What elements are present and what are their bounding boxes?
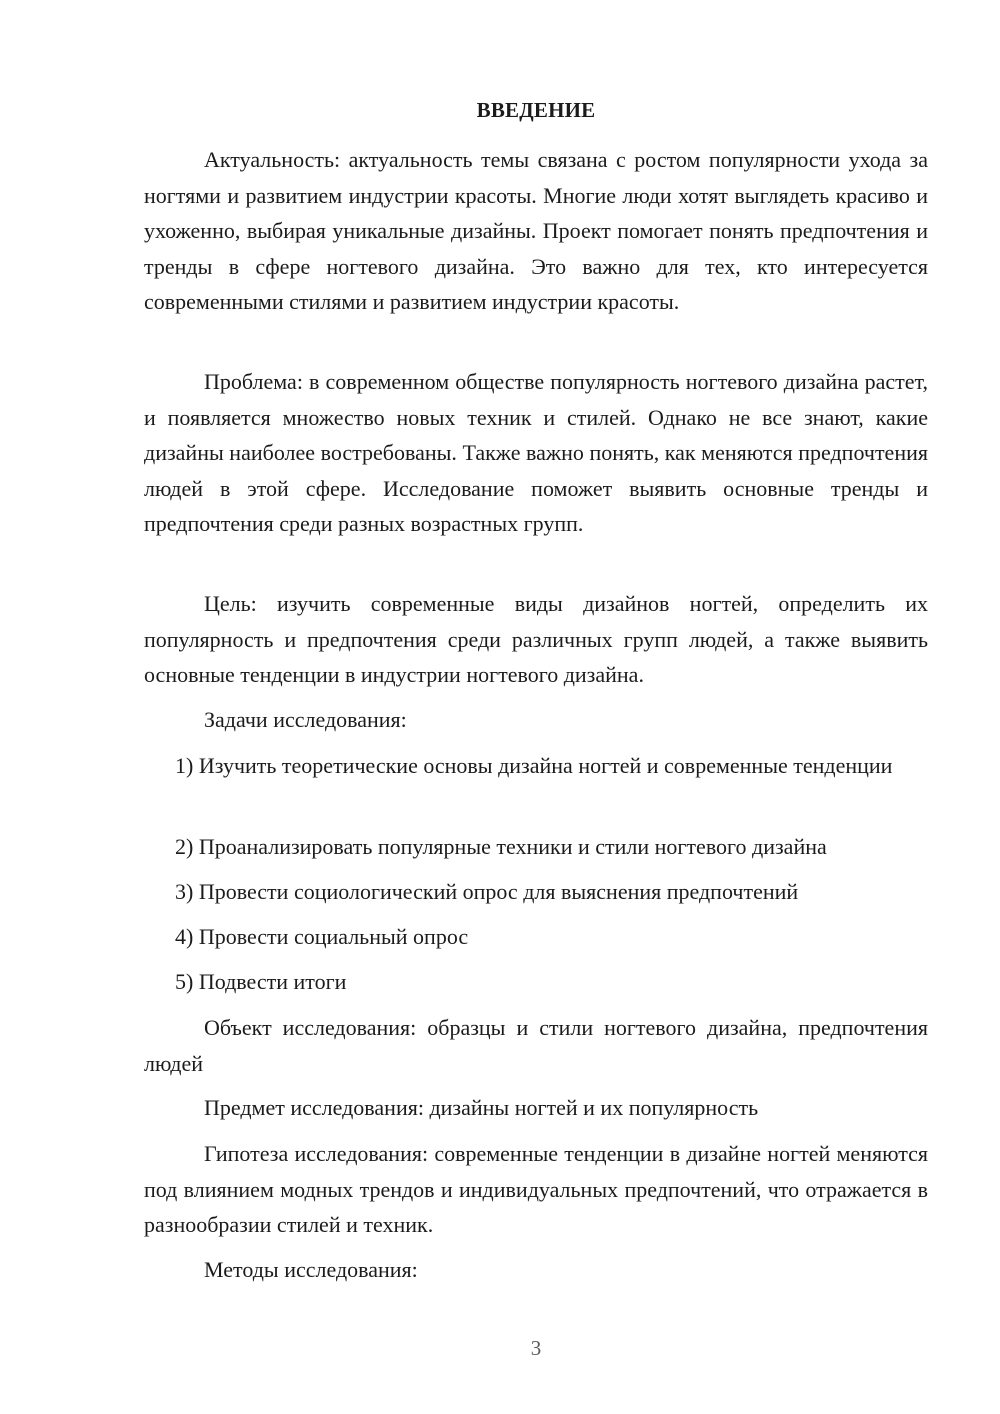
paragraph-subject: Предмет исследования: дизайны ногтей и их популярность bbox=[204, 1095, 759, 1120]
methods-heading: Методы исследования: bbox=[204, 1257, 418, 1282]
paragraph-object: Объект исследования: образцы и стили ногтевого дизайна, предпочтения людей bbox=[144, 1015, 928, 1076]
tasks-heading: Задачи исследования: bbox=[204, 707, 407, 732]
page-number: 3 bbox=[530, 1336, 542, 1360]
task-item-2: 2) Проанализировать популярные техники и стили ногтевого дизайна bbox=[175, 834, 827, 859]
task-item-5: 5) Подвести итоги bbox=[175, 969, 347, 994]
task-item-4: 4) Провести социальный опрос bbox=[175, 924, 469, 949]
task-item-1: 1) Изучить теоретические основы дизайна ногтей и современные тенденции bbox=[175, 753, 893, 778]
paragraph-hypothesis: Гипотеза исследования: современные тенденции в дизайне ногтей меняются под влиянием модных трендов и индивидуальных предпочтений, что отражается в разнообразии стилей и техник. bbox=[144, 1141, 928, 1237]
paragraph-goal: Цель: изучить современные виды дизайнов ногтей, определить их популярность и предпочтения среди различных групп людей, а также выявить основные тенденции в индустрии ногтевого дизайна. bbox=[144, 591, 928, 687]
task-item-3: 3) Провести социологический опрос для выяснения предпочтений bbox=[175, 879, 799, 904]
section-title: ВВЕДЕНИЕ bbox=[476, 98, 596, 122]
paragraph-relevance: Актуальность: актуальность темы связана с ростом популярности ухода за ногтями и развитием индустрии красоты. Многие люди хотят выглядеть красиво и ухоженно, выбирая уникальные дизайны. Проект помогает понять предпочтения и тренды в сфере ногтевого дизайна. Это важно для тех, кто интересуется современными стилями и развитием индустрии красоты. bbox=[144, 147, 928, 314]
paragraph-problem: Проблема: в современном обществе популярность ногтевого дизайна растет, и появляется множество новых техник и стилей. Однако не все знают, какие дизайны наиболее востребованы. Также важно понять, как меняются предпочтения людей в этой сфере. Исследование поможет выявить основные тренды и предпочтения среди разных возрастных групп. bbox=[144, 369, 928, 536]
